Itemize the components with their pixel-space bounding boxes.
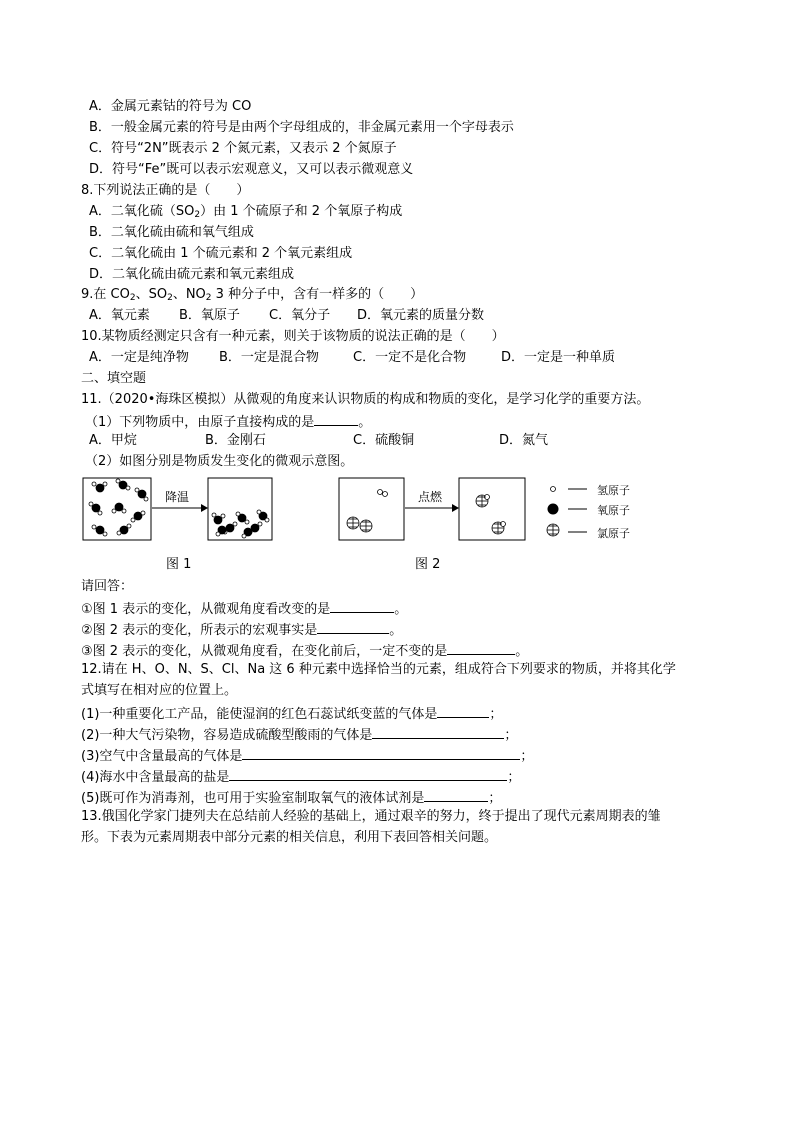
legend-hydrogen-atom-icon: [551, 487, 556, 492]
fig2-after-box: [459, 478, 525, 540]
q12-item-4: (4)海水中含量最高的盐是 ；: [81, 766, 520, 787]
q9-option-a: A．氧元素: [89, 308, 150, 323]
q12-item1-answer-blank[interactable]: [437, 703, 489, 718]
q11-question-2: ②图 2 表示的变化，所表示的宏观事实是 。: [81, 619, 402, 640]
q12-stem-line2: 式填写在相对应的位置上。: [81, 683, 238, 698]
legend-chlorine-atom-icon: [547, 524, 559, 536]
q11-option-b: B．金刚石: [205, 433, 266, 448]
legend-hydrogen-label: 氢原子: [597, 484, 630, 497]
q13-stem-line1: 13.俄国化学家门捷列夫在总结前人经验的基础上，通过艰辛的努力，终于提出了现代元素周期表的雏: [81, 809, 661, 824]
q11-part2: （2）如图分别是物质发生变化的微观示意图。: [85, 454, 354, 469]
fig2-before-box: [339, 478, 404, 540]
q10-option-a: A．一定是纯净物: [89, 350, 189, 365]
q11-q3-answer-blank[interactable]: [447, 640, 515, 655]
legend-oxygen-atom-icon: [548, 504, 559, 515]
q11-option-d: D．氮气: [499, 433, 549, 448]
q12-item5-answer-blank[interactable]: [424, 787, 488, 802]
legend-oxygen-label: 氧原子: [597, 504, 630, 517]
q8-option-d: D．二氧化硫由硫元素和氧元素组成: [89, 267, 295, 282]
q8-option-b: B．二氧化硫由硫和氧气组成: [89, 225, 254, 240]
section-title-fill-in: 二、填空题: [81, 371, 147, 386]
fig1-arrow-head: [201, 504, 208, 512]
fig1-after-box: [208, 478, 272, 540]
q7-option-b: B．一般金属元素的符号是由两个字母组成的，非金属元素用一个字母表示: [89, 120, 514, 135]
q8-option-c: C．二氧化硫由 1 个硫元素和 2 个氧元素组成: [89, 246, 353, 261]
q12-item-2: (2)一种大气污染物，容易造成硫酸型酸雨的气体是 ；: [81, 724, 517, 745]
q12-item-5: (5)既可作为消毒剂，也可用于实验室制取氧气的液体试剂是 ；: [81, 787, 501, 808]
q11-q1-answer-blank[interactable]: [330, 598, 394, 613]
fig1-arrow-label: 降温: [165, 490, 190, 504]
q11-part1-options: [89, 432, 548, 450]
q9-option-b: B．氧原子: [179, 308, 240, 323]
q9-option-c: C．氧分子: [269, 308, 331, 323]
q13-stem-line2: 形。下表为元素周期表中部分元素的相关信息，利用下表回答相关问题。: [81, 830, 498, 845]
fig2-arrow-head: [452, 504, 459, 512]
q12-item-3: (3)空气中含量最高的气体是 ；: [81, 745, 533, 766]
q9-stem: 9.在 $CO_2$、$SO_2$、$NO_2$ 3 种分子中，含有一样多的（ ）: [81, 287, 424, 303]
q8-stem: 8.下列说法正确的是（ ）: [81, 183, 250, 198]
q11-part1: （1）下列物质中，由原子直接构成的是 。: [85, 411, 371, 432]
fig2-arrow-label: 点燃: [418, 490, 443, 504]
q11-question-1: ①图 1 表示的变化，从微观角度看改变的是 。: [81, 598, 407, 619]
q7-option-c: C．符号“2N”既表示 2 个氮元素，又表示 2 个氮原子: [89, 141, 397, 156]
fig2-caption: 图 2: [415, 557, 441, 572]
q11-option-a: A．甲烷: [89, 433, 137, 448]
q11-question-3: ③图 2 表示的变化，从微观角度看，在变化前后，一定不变的是 。: [81, 640, 528, 661]
q12-item3-answer-blank[interactable]: [242, 745, 520, 760]
fig2-legend: [547, 483, 630, 540]
q10-option-b: B．一定是混合物: [219, 350, 319, 365]
q9-options: [89, 307, 484, 325]
q11-answer-prompt: 请回答：: [81, 579, 134, 594]
q10-option-d: D．一定是一种单质: [501, 350, 616, 365]
q11-option-c: C．硫酸铜: [353, 433, 415, 448]
fig1-caption: 图 1: [166, 557, 192, 572]
q7-option-d: D．符号“Fe”既可以表示宏观意义，又可以表示微观意义: [89, 162, 414, 177]
q12-item2-answer-blank[interactable]: [372, 724, 504, 739]
q11-micro-diagrams: [0, 470, 794, 580]
legend-chlorine-label: 氯原子: [597, 527, 630, 540]
q8-option-a: A．二氧化硫$(SO_2)$由 1 个硫原子和 2 个氧原子构成: [89, 204, 403, 220]
q12-item4-answer-blank[interactable]: [229, 766, 507, 781]
q7-option-a: A．金属元素钴的符号为 CO: [89, 99, 252, 114]
q9-option-d: D．氧元素的质量分数: [357, 308, 485, 323]
q10-option-c: C．一定不是化合物: [353, 350, 467, 365]
q12-stem-line1: 12.请在 H、O、N、S、Cl、Na 这 6 种元素中选择恰当的元素，组成符合下列要求的物质，并将其化学: [81, 662, 676, 677]
q11-q2-answer-blank[interactable]: [317, 619, 389, 634]
q12-item-1: (1)一种重要化工产品，能使湿润的红色石蕊试纸变蓝的气体是 ；: [81, 703, 502, 724]
q11-part1-answer-blank[interactable]: [314, 411, 358, 426]
q10-options: [89, 349, 615, 367]
q11-stem: 11.（2020•海珠区模拟）从微观的角度来认识物质的构成和物质的变化，是学习化学的重要方法。: [81, 392, 650, 407]
q10-stem: 10.某物质经测定只含有一种元素，则关于该物质的说法正确的是（ ）: [81, 329, 505, 344]
